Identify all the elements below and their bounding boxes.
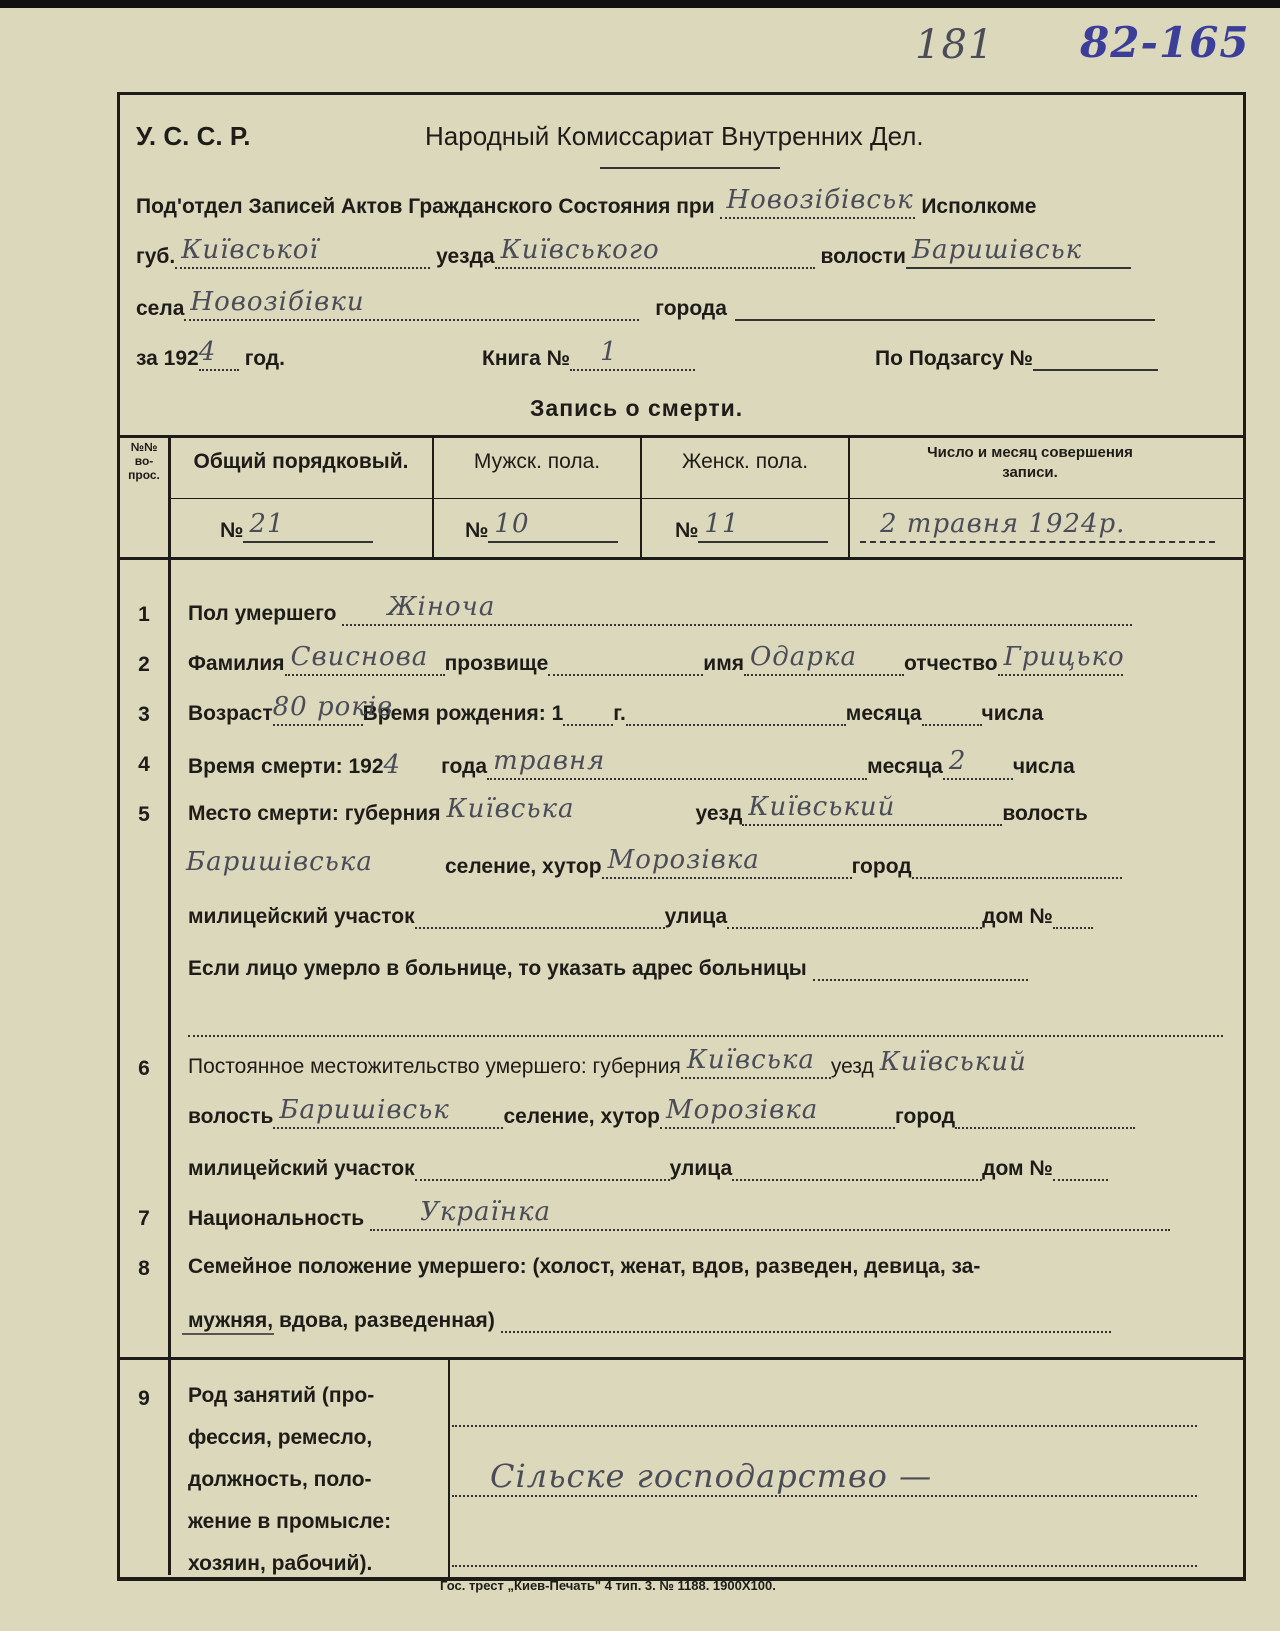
item-death-time: Время смерти: 1924 года травня месяца 2 числа	[188, 746, 1075, 780]
commissariat-title: Народный Комиссариат Внутренних Дел.	[425, 121, 924, 151]
col-header-total: Общий порядковый.	[193, 450, 409, 473]
death-year-value: 4	[383, 750, 402, 780]
gorod-label: города	[655, 297, 727, 320]
item-number: 4	[138, 753, 150, 776]
row-divider	[168, 498, 1243, 499]
year-field: 4	[199, 345, 239, 371]
death-year-label: года	[441, 755, 488, 778]
residence-line2: волость Баришівськ селение, хутор Морозівка город	[188, 1103, 1135, 1129]
marital-status-label: Семейное положение умершего: (холост, женат, вдов, разведен, девица, за-	[188, 1255, 981, 1278]
republic-label: У. С. С. Р.	[136, 121, 251, 151]
age-label: Возраст	[188, 702, 273, 725]
birth-year-suffix: г.	[613, 702, 626, 725]
occupation-label	[188, 1375, 391, 1585]
occupation-line	[452, 1565, 1197, 1567]
selo-label: села	[136, 297, 185, 320]
record-date: 2 травня 1924р.	[860, 517, 1215, 543]
occupation-label-line: жение в промысле:	[188, 1510, 392, 1533]
death-place-label: Место смерти: губерния	[188, 802, 441, 825]
marital-status-line2	[188, 1307, 1111, 1333]
death-day-label: числа	[1012, 755, 1075, 778]
house-label: дом №	[982, 1157, 1053, 1180]
uezd-field: Київського	[495, 243, 815, 269]
selo-field: Новозібівки	[184, 295, 639, 321]
occupation-label-line: Род занятий (про-	[188, 1384, 375, 1407]
gorod-field	[735, 295, 1155, 321]
table-top-line	[120, 435, 1243, 438]
scan-top-edge	[0, 0, 1280, 8]
occupation-divider	[448, 1357, 450, 1577]
uezd-label: уезда	[436, 245, 495, 268]
subdept-field: Новозібівськ	[720, 193, 915, 219]
no-label: №	[465, 519, 489, 542]
item-sex: Пол умершего Жіноча	[188, 600, 1132, 626]
sheet-number: 181	[915, 22, 995, 68]
year-suffix: год.	[244, 347, 285, 370]
occupation-label-line: хозяин, рабочий).	[188, 1552, 373, 1575]
street-label: улица	[669, 1157, 733, 1180]
street-label: улица	[664, 905, 728, 928]
house-label: дом №	[982, 905, 1053, 928]
gorod-label: город	[851, 855, 912, 878]
occupation-line	[452, 1425, 1197, 1427]
file-number: 82-165	[1080, 18, 1250, 67]
birth-label: Время рождения: 1	[362, 702, 564, 725]
section-divider	[120, 1357, 1243, 1360]
police-label: милицейский участок	[188, 905, 415, 928]
death-month-label: месяца	[867, 755, 943, 778]
sex-label: Пол умершего	[188, 602, 337, 625]
col-divider	[848, 435, 850, 557]
col-header-female: Женск. пола.	[681, 450, 809, 473]
death-place-line2: Баришівська селение, хутор Морозівка город	[180, 853, 1122, 879]
volost-label: волость	[1002, 802, 1088, 825]
residence-label: Постоянное местожительство умершего: губерния	[188, 1055, 681, 1078]
podzags-field	[1033, 345, 1158, 371]
no-label: №	[220, 519, 244, 542]
book-line	[482, 337, 695, 371]
birth-month-label: месяца	[845, 702, 922, 725]
item-nationality: Национальность Українка	[188, 1205, 1170, 1231]
selo-label: селение, хутор	[503, 1105, 661, 1128]
gub-label: губ.	[136, 245, 176, 268]
col-header-date: Число и месяц совершения записи.	[927, 444, 1133, 481]
record-title: Запись о смерти.	[530, 395, 744, 421]
birth-day-label: числа	[981, 702, 1044, 725]
volost-label: волости	[820, 245, 906, 268]
nickname-label: прозвище	[444, 652, 549, 675]
gub-field: Київської	[175, 243, 430, 269]
female-number: № 11	[675, 517, 828, 543]
item-number: 8	[138, 1257, 150, 1280]
item-name: Фамилия Свиснова прозвище имя Одарка отчество Грицько	[188, 642, 1125, 675]
male-number: № 10	[465, 517, 618, 543]
occupation-line	[452, 1495, 1197, 1497]
book-field: 1	[570, 345, 695, 371]
total-number: № 21	[220, 517, 373, 543]
podzags-label: По Подзагсу №	[875, 347, 1033, 370]
gorod-label: город	[895, 1105, 956, 1128]
item-death-place: Место смерти: губерния Київська уезд Київський волость	[188, 792, 1088, 825]
year-prefix: за 192	[136, 347, 199, 370]
item-number: 5	[138, 803, 150, 826]
subdept-line	[136, 185, 1037, 219]
podzags-line	[875, 345, 1158, 371]
surname-label: Фамилия	[188, 652, 285, 675]
divider	[600, 167, 780, 169]
item-number: 1	[138, 603, 150, 626]
hospital-label: Если лицо умерло в больнице, то указать адрес больницы	[188, 957, 807, 980]
item-number: 9	[138, 1387, 150, 1410]
police-label: милицейский участок	[188, 1157, 415, 1180]
gub-line	[136, 235, 1131, 269]
item-number: 3	[138, 703, 150, 726]
occupation-value: Сільске господарство —	[490, 1457, 933, 1495]
book-label: Книга №	[482, 347, 571, 370]
subdept-suffix: Исполкоме	[921, 195, 1037, 218]
occupation-label-line: должность, поло-	[188, 1468, 372, 1491]
marital-status-label-2: мужняя, вдова, разведенная)	[188, 1309, 495, 1332]
death-place-line3	[188, 903, 1093, 929]
hospital-line-2	[188, 1035, 1223, 1037]
item-number: 6	[138, 1057, 150, 1080]
table-bottom-line	[120, 557, 1243, 560]
hospital-line	[188, 955, 1028, 981]
item-marital-status	[188, 1255, 980, 1279]
residence-line3	[188, 1155, 1108, 1181]
subdept-label: Под'отдел Записей Актов Гражданского Состояния при	[136, 195, 715, 218]
selo-label: селение, хутор	[445, 855, 602, 878]
death-time-label: Время смерти: 192	[188, 755, 384, 778]
nationality-label: Национальность	[188, 1207, 365, 1230]
uezd-label: уезд	[695, 802, 743, 825]
patronymic-label: отчество	[903, 652, 998, 675]
death-record-form	[117, 92, 1246, 1581]
printer-imprint: Гос. трест „Киев-Печать" 4 тип. 3. № 1188. 1900Х100.	[440, 1578, 776, 1593]
question-column-line	[168, 435, 171, 1575]
col-header-male: Мужск. пола.	[473, 450, 601, 473]
selo-line	[136, 287, 1155, 321]
year-line	[136, 337, 285, 371]
name-label: имя	[703, 652, 744, 675]
volost-label: волость	[188, 1105, 274, 1128]
occupation-label-line: фессия, ремесло,	[188, 1426, 373, 1449]
uezd-label: уезд	[830, 1055, 874, 1078]
item-residence: Постоянное местожительство умершего: губерния Київська уезд Київський	[188, 1045, 1027, 1078]
item-age: Возраст 80 років Время рождения: 1 г. месяца числа	[188, 692, 1044, 725]
no-label: №	[675, 519, 699, 542]
underline-mark	[182, 1333, 274, 1335]
volost-field: Баришівськ	[906, 243, 1131, 269]
question-number-header: №№ во-прос.	[128, 440, 160, 482]
item-number: 7	[138, 1207, 150, 1230]
item-number: 2	[138, 653, 150, 676]
